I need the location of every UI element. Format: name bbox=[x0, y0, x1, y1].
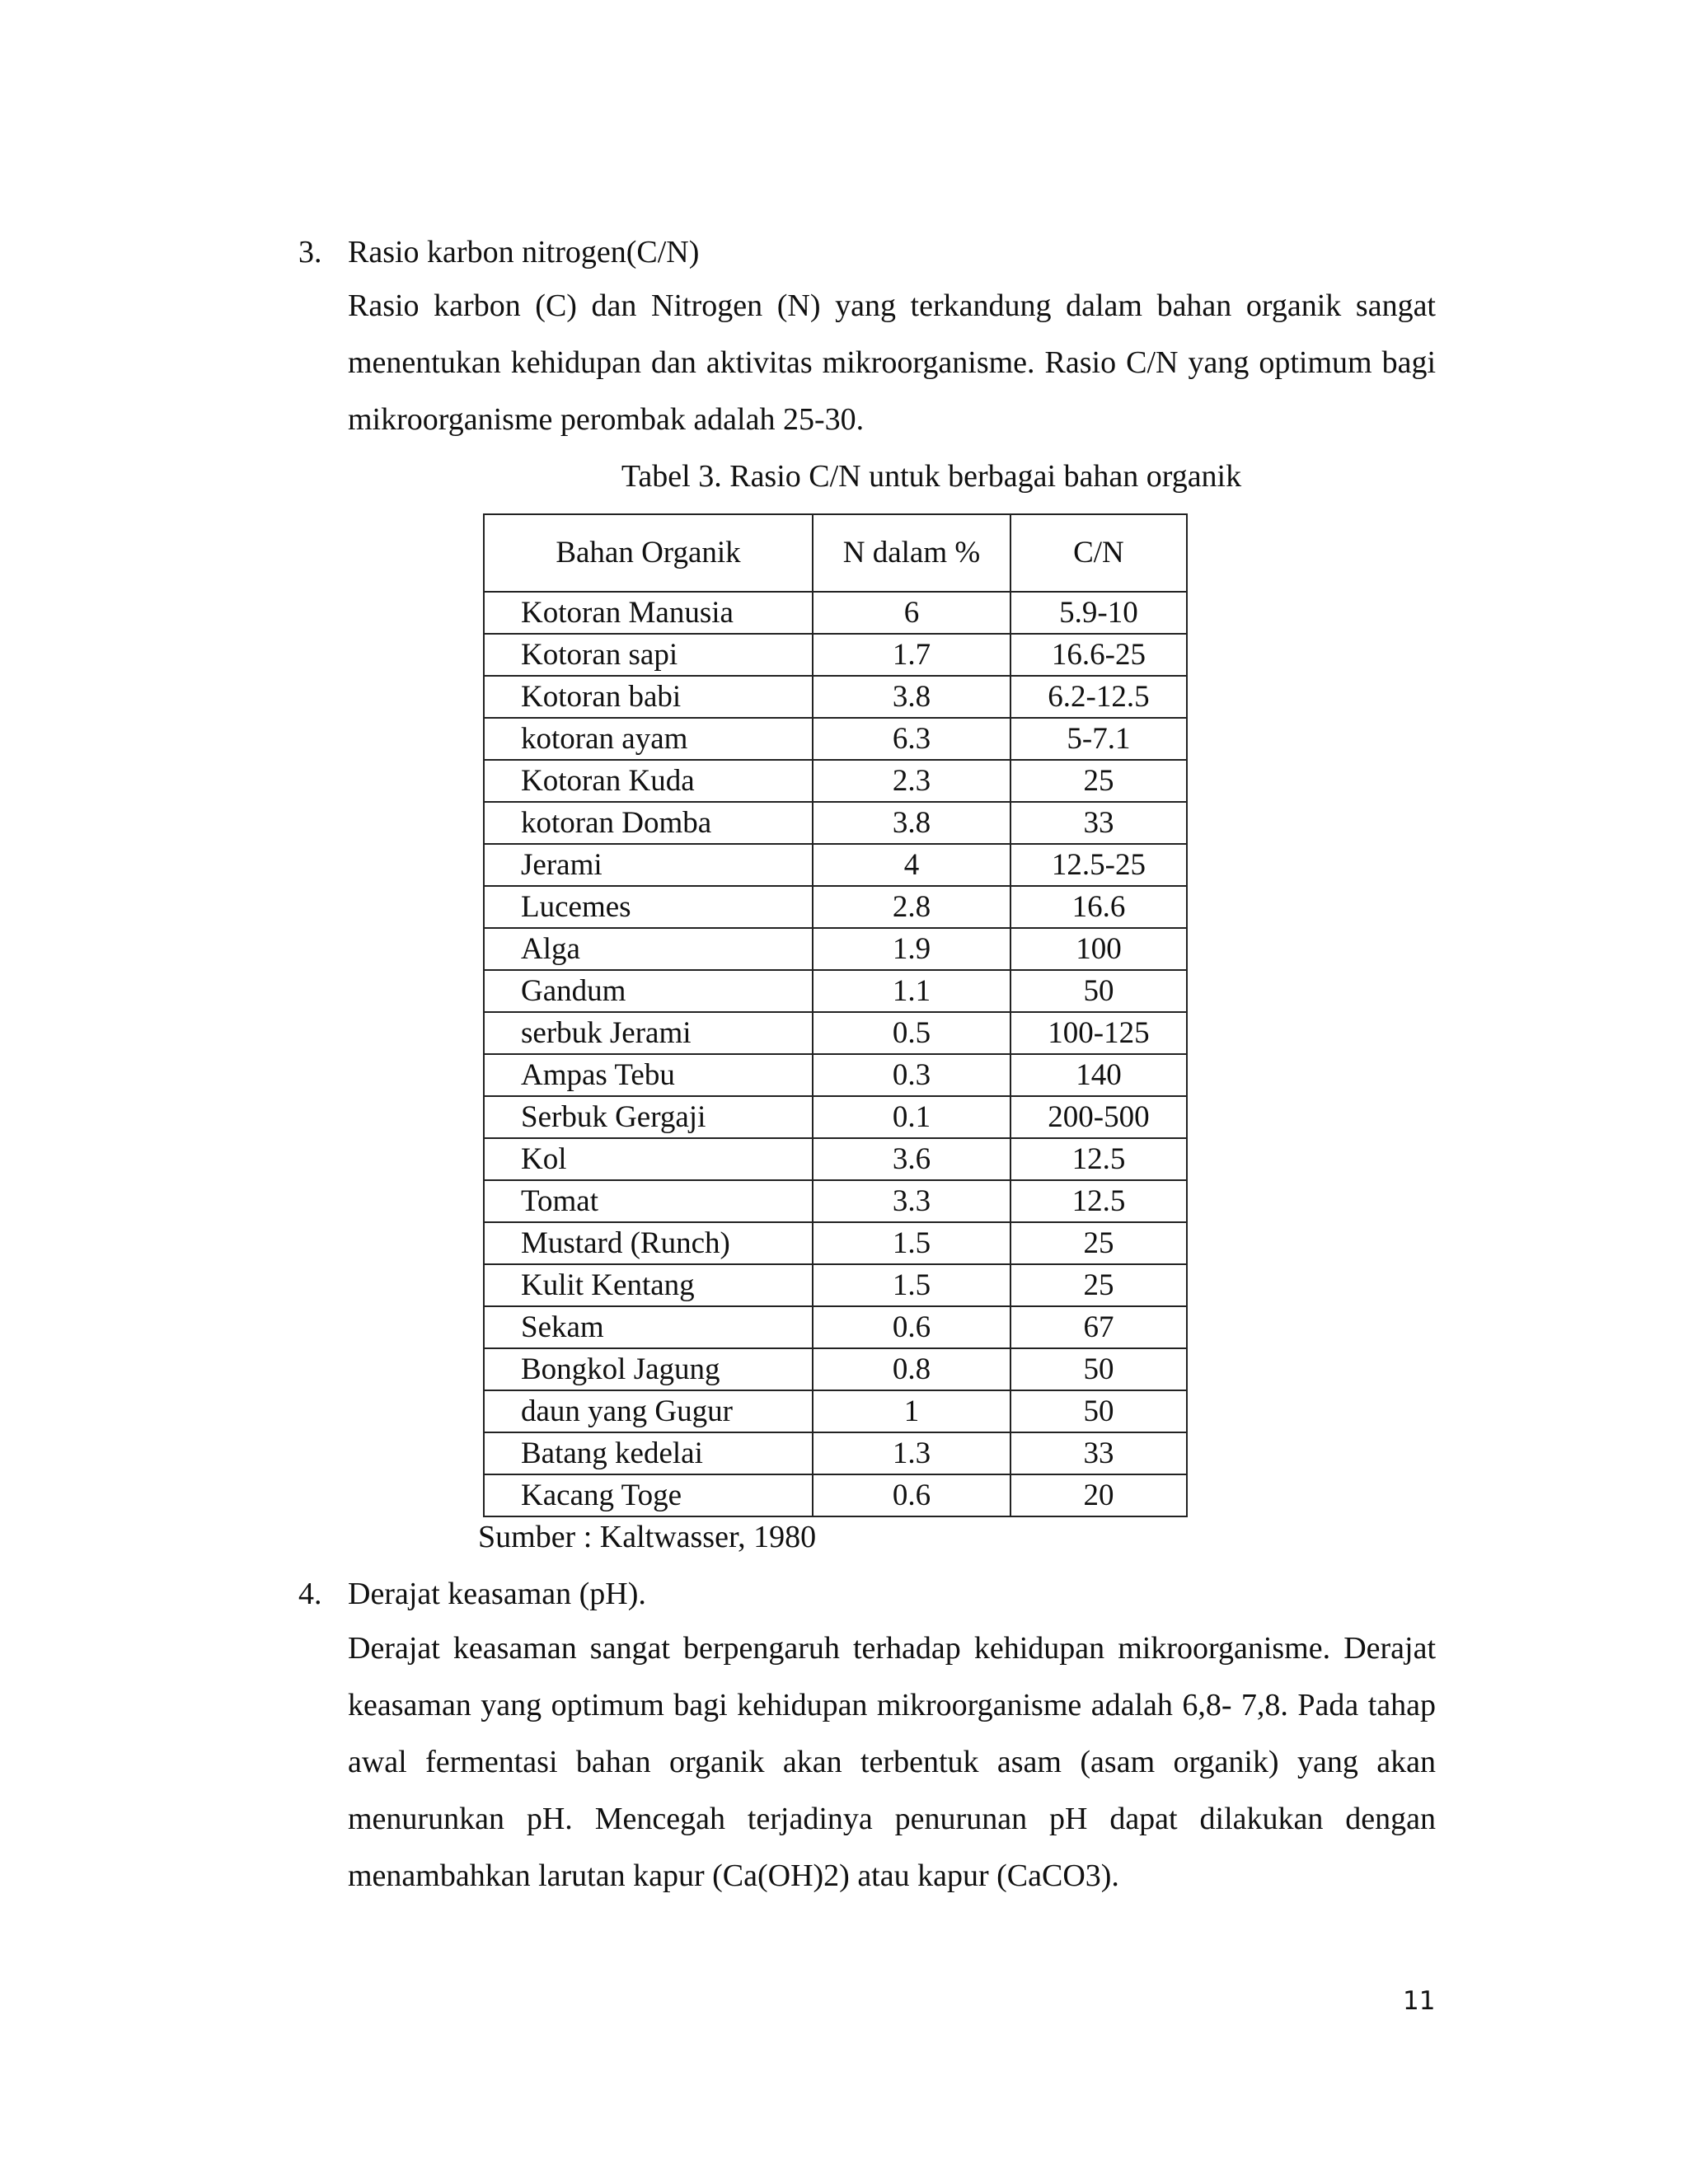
cell-n-percent: 1.3 bbox=[813, 1432, 1010, 1474]
cell-cn-ratio: 100-125 bbox=[1010, 1012, 1187, 1054]
cell-cn-ratio: 33 bbox=[1010, 1432, 1187, 1474]
cell-cn-ratio: 20 bbox=[1010, 1474, 1187, 1516]
section-3-paragraph: Rasio karbon (C) dan Nitrogen (N) yang terkandung dalam bahan organik sangat menentukan kehidupan dan aktivitas mikroorganisme. Rasio C/N yang optimum bagi mikroorganisme perombak adalah 25-30. bbox=[348, 288, 1436, 437]
table-row bbox=[484, 1180, 1187, 1222]
table-row bbox=[484, 844, 1187, 886]
table-caption bbox=[0, 458, 1688, 494]
cell-cn-ratio: 200-500 bbox=[1010, 1096, 1187, 1138]
table-row bbox=[484, 1222, 1187, 1264]
cell-cn-ratio: 25 bbox=[1010, 1222, 1187, 1264]
cell-n-percent: 4 bbox=[813, 844, 1010, 886]
cell-cn-ratio: 50 bbox=[1010, 1390, 1187, 1432]
cell-n-percent: 0.6 bbox=[813, 1474, 1010, 1516]
cell-cn-ratio: 25 bbox=[1010, 1264, 1187, 1306]
cell-bahan-organik: Kulit Kentang bbox=[484, 1264, 813, 1306]
cell-n-percent: 1.5 bbox=[813, 1222, 1010, 1264]
cell-n-percent: 6 bbox=[813, 592, 1010, 634]
table-row bbox=[484, 718, 1187, 760]
cell-cn-ratio: 50 bbox=[1010, 970, 1187, 1012]
cell-bahan-organik: Kacang Toge bbox=[484, 1474, 813, 1516]
table-row bbox=[484, 592, 1187, 634]
table-row bbox=[484, 1432, 1187, 1474]
table-row bbox=[484, 928, 1187, 970]
cell-bahan-organik: daun yang Gugur bbox=[484, 1390, 813, 1432]
section-4-title: Derajat keasaman (pH). bbox=[348, 1577, 646, 1611]
cell-bahan-organik: Sekam bbox=[484, 1306, 813, 1348]
table-row bbox=[484, 1348, 1187, 1390]
cell-bahan-organik: Bongkol Jagung bbox=[484, 1348, 813, 1390]
table-row bbox=[484, 1012, 1187, 1054]
cell-bahan-organik: Gandum bbox=[484, 970, 813, 1012]
cell-bahan-organik: Kotoran Manusia bbox=[484, 592, 813, 634]
cell-n-percent: 3.8 bbox=[813, 802, 1010, 844]
table-row bbox=[484, 676, 1187, 718]
table-row bbox=[484, 1306, 1187, 1348]
cell-cn-ratio: 140 bbox=[1010, 1054, 1187, 1096]
cell-cn-ratio: 6.2-12.5 bbox=[1010, 676, 1187, 718]
page-number: 11 bbox=[1403, 1986, 1436, 2016]
cell-bahan-organik: Tomat bbox=[484, 1180, 813, 1222]
cell-bahan-organik: Ampas Tebu bbox=[484, 1054, 813, 1096]
section-3-title: Rasio karbon nitrogen(C/N) bbox=[348, 235, 700, 269]
section-4-heading bbox=[298, 1576, 646, 1612]
cell-cn-ratio: 12.5-25 bbox=[1010, 844, 1187, 886]
table-source: Sumber : Kaltwasser, 1980 bbox=[478, 1520, 817, 1554]
cell-n-percent: 0.3 bbox=[813, 1054, 1010, 1096]
table-row bbox=[484, 1054, 1187, 1096]
cell-cn-ratio: 67 bbox=[1010, 1306, 1187, 1348]
cell-n-percent: 1.7 bbox=[813, 634, 1010, 676]
header-cn: C/N bbox=[1010, 514, 1187, 592]
cell-bahan-organik: Kotoran sapi bbox=[484, 634, 813, 676]
cell-bahan-organik: kotoran ayam bbox=[484, 718, 813, 760]
table-row bbox=[484, 1096, 1187, 1138]
cell-n-percent: 3.3 bbox=[813, 1180, 1010, 1222]
table-row bbox=[484, 760, 1187, 802]
cell-bahan-organik: kotoran Domba bbox=[484, 802, 813, 844]
cell-bahan-organik: Lucemes bbox=[484, 886, 813, 928]
table-row bbox=[484, 634, 1187, 676]
table-row bbox=[484, 970, 1187, 1012]
table-row bbox=[484, 886, 1187, 928]
cell-n-percent: 3.8 bbox=[813, 676, 1010, 718]
cell-cn-ratio: 16.6-25 bbox=[1010, 634, 1187, 676]
cell-n-percent: 0.1 bbox=[813, 1096, 1010, 1138]
cell-cn-ratio: 25 bbox=[1010, 760, 1187, 802]
cell-cn-ratio: 50 bbox=[1010, 1348, 1187, 1390]
cell-bahan-organik: Jerami bbox=[484, 844, 813, 886]
table-row bbox=[484, 1390, 1187, 1432]
table-row bbox=[484, 1264, 1187, 1306]
cell-bahan-organik: Kol bbox=[484, 1138, 813, 1180]
table-header-row bbox=[484, 514, 1187, 592]
header-bahan-organik: Bahan Organik bbox=[484, 514, 813, 592]
cell-cn-ratio: 12.5 bbox=[1010, 1138, 1187, 1180]
cn-ratio-table bbox=[483, 513, 1188, 1517]
section-3-number: 3. bbox=[298, 235, 322, 269]
cell-cn-ratio: 5.9-10 bbox=[1010, 592, 1187, 634]
cell-n-percent: 0.5 bbox=[813, 1012, 1010, 1054]
cell-n-percent: 6.3 bbox=[813, 718, 1010, 760]
cell-cn-ratio: 100 bbox=[1010, 928, 1187, 970]
cell-bahan-organik: Kotoran babi bbox=[484, 676, 813, 718]
cell-bahan-organik: Mustard (Runch) bbox=[484, 1222, 813, 1264]
cell-n-percent: 1.1 bbox=[813, 970, 1010, 1012]
cell-bahan-organik: Alga bbox=[484, 928, 813, 970]
table-body bbox=[484, 592, 1187, 1516]
cell-n-percent: 0.8 bbox=[813, 1348, 1010, 1390]
cell-n-percent: 1.9 bbox=[813, 928, 1010, 970]
section-3-heading bbox=[298, 234, 699, 270]
section-4-number: 4. bbox=[298, 1577, 322, 1611]
cell-bahan-organik: Serbuk Gergaji bbox=[484, 1096, 813, 1138]
table-caption-text: Tabel 3. Rasio C/N untuk berbagai bahan organik bbox=[621, 459, 1242, 494]
cell-cn-ratio: 12.5 bbox=[1010, 1180, 1187, 1222]
cell-n-percent: 2.8 bbox=[813, 886, 1010, 928]
cell-n-percent: 0.6 bbox=[813, 1306, 1010, 1348]
cell-cn-ratio: 33 bbox=[1010, 802, 1187, 844]
section-4-paragraph: Derajat keasaman sangat berpengaruh terhadap kehidupan mikroorganisme. Derajat keasaman yang optimum bagi kehidupan mikroorganisme adalah 6,8- 7,8. Pada tahap awal fermentasi bahan organik akan terbentuk asam (asam organik) yang akan menurunkan pH. Mencegah terjadinya penurunan pH dapat dilakukan dengan menambahkan larutan kapur (Ca(OH)2) atau kapur (CaCO3). bbox=[348, 1631, 1436, 1893]
table-row bbox=[484, 1138, 1187, 1180]
table-row bbox=[484, 802, 1187, 844]
cell-n-percent: 1.5 bbox=[813, 1264, 1010, 1306]
cell-n-percent: 3.6 bbox=[813, 1138, 1010, 1180]
cell-bahan-organik: serbuk Jerami bbox=[484, 1012, 813, 1054]
cell-cn-ratio: 16.6 bbox=[1010, 886, 1187, 928]
cell-cn-ratio: 5-7.1 bbox=[1010, 718, 1187, 760]
cell-bahan-organik: Kotoran Kuda bbox=[484, 760, 813, 802]
cell-n-percent: 2.3 bbox=[813, 760, 1010, 802]
cell-n-percent: 1 bbox=[813, 1390, 1010, 1432]
table-row bbox=[484, 1474, 1187, 1516]
cell-bahan-organik: Batang kedelai bbox=[484, 1432, 813, 1474]
header-n-dalam-persen: N dalam % bbox=[813, 514, 1010, 592]
